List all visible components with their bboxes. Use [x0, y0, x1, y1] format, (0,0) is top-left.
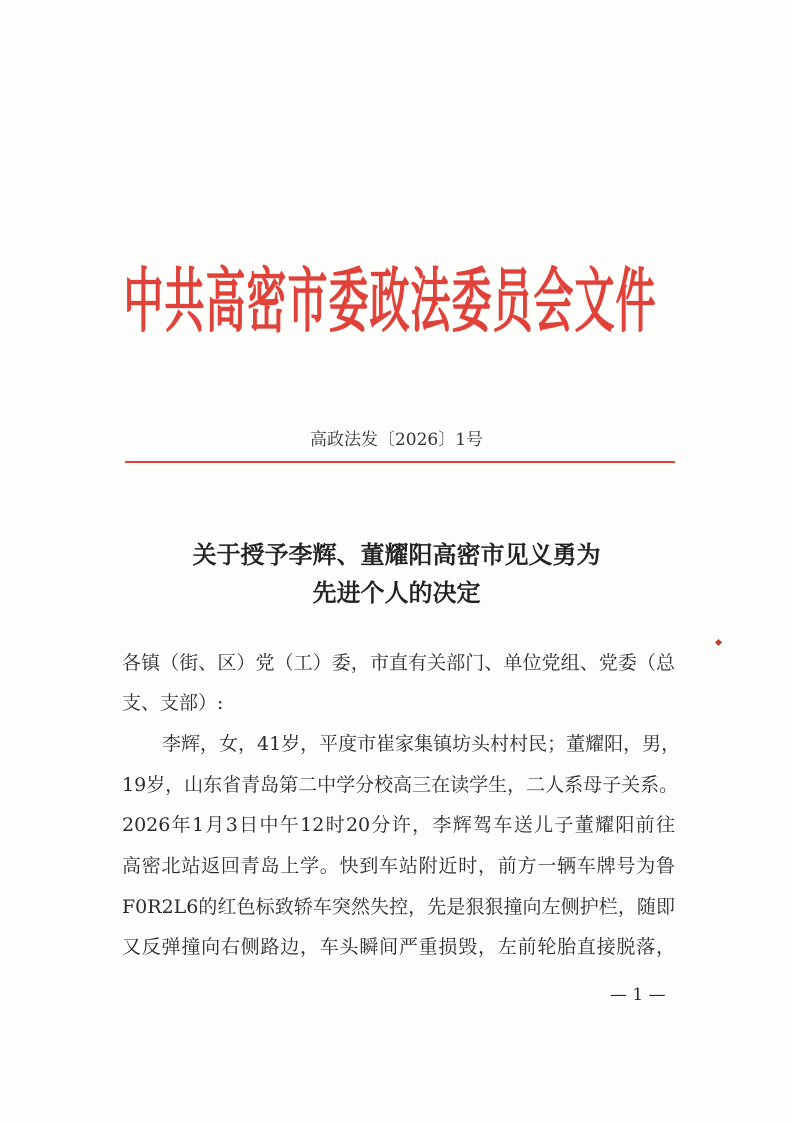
- red-divider: [125, 461, 675, 463]
- document-title-line-2: 先进个人的决定: [312, 578, 481, 607]
- document-header: [110, 262, 670, 342]
- document-number: 高政法发〔2026〕1号: [309, 430, 484, 450]
- page-number: — 1 —: [610, 985, 666, 1005]
- red-mark: [715, 639, 722, 646]
- body-line: 2026年1月3日中午12时20分许，李辉驾车送儿子董耀阳前往: [122, 814, 675, 836]
- body-line: F0R2L6的红色标致轿车突然失控，先是狠狠撞向左侧护栏，随即: [122, 896, 675, 918]
- body-line: 支、支部）:: [122, 692, 224, 714]
- header-text: 中共高密市委政法委员会文件: [123, 260, 657, 343]
- body-line: 高密北站返回青岛上学。快到车站附近时，前方一辆车牌号为鲁: [122, 855, 675, 877]
- body-line: 李辉，女，41岁，平度市崔家集镇坊头村村民；董耀阳，男，: [162, 733, 681, 755]
- body-line: 各镇（街、区）党（工）委，市直有关部门、单位党组、党委（总: [122, 652, 675, 674]
- body-line: 又反弹撞向右侧路边，车头瞬间严重损毁，左前轮胎直接脱落，: [122, 936, 675, 958]
- document-title-line-1: 关于授予李辉、董耀阳高密市见义勇为: [192, 540, 601, 569]
- body-line: 19岁，山东省青岛第二中学分校高三在读学生，二人系母子关系。: [122, 774, 679, 796]
